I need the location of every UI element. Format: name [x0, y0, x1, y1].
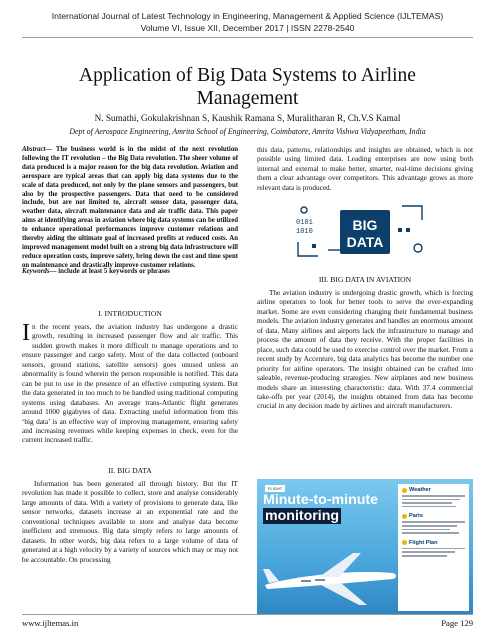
- journal-header: [0, 10, 495, 34]
- drop-cap: I: [22, 320, 30, 346]
- footer-url: www.ijltemas.in: [22, 618, 79, 628]
- infographic-title-line2: monitoring: [265, 508, 340, 524]
- abstract: [22, 146, 238, 271]
- keywords-text: include at least 5 keywords or phrases: [56, 268, 170, 275]
- abstract-text: The business world is in the midst of the next revolution following the IT revolution – the Big Data revolution. The sheer volume of data produced is a major reason for the big data revolution. Aviation and aerospace are typical areas that can apply big data systems due to the scale of data produced, not only by the plane sensors and passengers, but also by the prospective passengers. Data that need to be considered include, but are not limited to, aircraft sensor data, passenger data, weather data, aircraft maintenance data and air traffic data. This paper aims at identifying areas in aviation where big data systems can be utilized to enhance operational performances improve customer relations and thereby aiding the ultimate goal of increased profits at reduced costs. An improved management model built on a strong big data infrastructure will reduce operation costs, improve safety, bring down the cost and time spent on maintenance and drastically improve customer relations.: [22, 146, 238, 269]
- keywords-label: Keywords—: [22, 268, 57, 275]
- abstract-label: Abstract—: [22, 146, 53, 153]
- introduction-body: [22, 320, 238, 446]
- infographic-panel: [398, 484, 469, 611]
- figure-label-data: DATA: [346, 234, 384, 250]
- footer-divider: [22, 614, 473, 615]
- big-data-body: Information has been generated all through history. But the IT revolution has made it possible to collect, store and analyse considerably large amounts of data. With a variety of provisions to generate data, like sensor networks, datasets increase at an exponential rate and the conventional techniques available to store and analyse data become inefficient and strenuous. Big data simply refers to large amounts of datasets. In other words, big data refers to a large volume of data of generated at a high velocity by a variety of sources which may or may not be accountable. On processing: [22, 480, 238, 564]
- binary-digits-bottom: 1010: [296, 228, 313, 236]
- section-heading-big-data: II. BIG DATA: [108, 466, 152, 475]
- weather-icon: [402, 488, 407, 493]
- section-heading-aviation: III. BIG DATA IN AVIATION: [318, 275, 412, 284]
- infographic-title: [263, 492, 389, 524]
- page-number: Page 129: [441, 618, 473, 628]
- infographic-tag: FLIGHT: [265, 485, 285, 492]
- aviation-body: The aviation industry is undergoing drastic growth, which is forcing airline operators to look for better tools to serve the ever-expanding market. Some are even considering changing their fundamental business models. The aviation industry generates and handles an enormous amount of data. Many airlines and airports lack the infrastructure to manage and process the amount of data they receive. With the proper facilities in place, such data could be used to exercise control over the market. From a recent study by Accenture, big data analytics has become the number one priority for airline operators. The insight obtained can be crafted into saleable, revenue-producing strategies. New airplanes and new business models share an interesting characteristic: data. With 37.4 commercial take-offs per year (2014), the insights obtained from data has become crucial in any decision made by airlines and aircraft manufacturers.: [257, 289, 473, 411]
- author-affiliation: Dept of Aerospace Engineering, Amrita School of Engineering, Coimbatore, Amrita Vishwa Vidyapeetham, India: [69, 127, 426, 136]
- info-item-parts: Parts: [402, 513, 465, 533]
- journal-name: International Journal of Latest Technology in Engineering, Management & Applied Science (IJLTEMAS): [51, 11, 444, 21]
- paper-title: Application of Big Data Systems to Airline Management: [79, 65, 416, 109]
- journal-volume: Volume VI, Issue XII, December 2017 | ISSN 2278-2540: [140, 23, 355, 33]
- introduction-text: n the recent years, the aviation industry has undergone a drastic growth, resulting in increased passenger flow and air traffic. This sudden growth makes it more difficult to manage operations and to ensure passenger and cargo safety. Most of the data collected (onboard sensors, ground stations, satellite sensors) goes unused unless an abnormality is found wherein the person responsible is notified. This data can be put to use in the presence of an effective computing system. But the data generated in too much to be handled using traditional computing systems using databases. An average trans-Atlantic flight generates around 1000 gigabytes of data. Extracting useful information from this ‘big data’ is an effective way of improving management, ensuring safety and increasing revenues while keeping expenses in check, even for the current increased traffic.: [22, 323, 238, 445]
- info-item-flight-plan: Flight Plan: [402, 540, 465, 557]
- flight-monitoring-infographic: [257, 479, 473, 615]
- flight-plan-icon: [402, 540, 407, 545]
- info-item-weather: Weather: [402, 487, 465, 507]
- infographic-title-line1: Minute-to-minute: [263, 492, 379, 508]
- section-heading-introduction: I. INTRODUCTION: [98, 309, 162, 318]
- continued-paragraph: this data, patterns, relationships and insights are obtained, which is not possible using limited data. Leading enterprises are now using both internal and external to make better, smarter, real-time decisions giving them a clear advantage over competitors. This advantage grows as more relevant data is produced.: [257, 146, 473, 192]
- figure-label-big: BIG: [352, 217, 378, 233]
- parts-icon: [402, 514, 407, 519]
- big-data-figure: [290, 200, 432, 264]
- airplane-icon: [261, 547, 399, 607]
- keywords: [22, 267, 238, 276]
- author-list: N. Sumathi, Gokulakrishnan S, Kaushik Ramana S, Muralitharan R, Ch.V.S Kamal: [94, 113, 401, 123]
- binary-digits-top: 0101: [296, 219, 313, 227]
- header-divider: [22, 37, 473, 38]
